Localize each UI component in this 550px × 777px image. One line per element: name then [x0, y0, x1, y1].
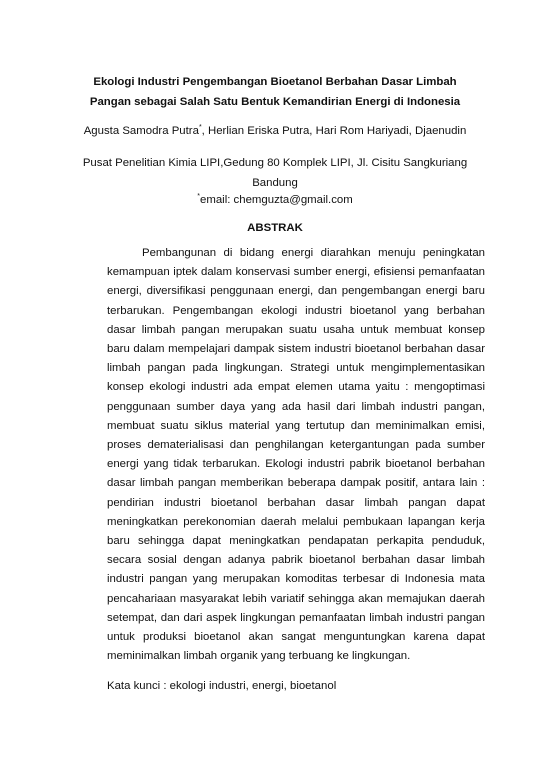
email-mark: * — [197, 193, 200, 201]
affiliation-line-1: Pusat Penelitian Kimia LIPI,Gedung 80 Komplek LIPI, Jl. Cisitu Sangkuriang — [82, 157, 468, 169]
author-list — [40, 121, 510, 141]
abstract-body: Pembangunan di bidang energi diarahkan menuju peningkatan kemampuan iptek dalam konservasi sumber energi, efisiensi pemanfaatan energi, diversifikasi penggunaan energi, dan pengembangan energi baru terbarukan. Pengembangan ekologi industri bioetanol yang berbahan dasar limbah pangan merupakan suatu usaha untuk membuat konsep baru dalam mempelajari dampak sistem industri bioetanol berbahan dasar limbah pangan pada lingkungan. Strategi untuk mengimplementasikan konsep ekologi industri ada empat elemen utama yaitu : mengoptimasi penggunaan sumber daya yang ada hasil dari limbah industri pangan, membuat suatu siklus material yang tertutup dan meminimalkan emisi, proses dematerialisasi dan penghilangan ketergantungan pada sumber energi yang tidak terbarukan. Ekologi industri pabrik bioetanol berbahan dasar limbah pangan memberikan beberapa dampak positif, antara lain : pendirian industri bioetanol berbahan dasar limbah pangan dapat meningkatkan perekonomian daerah melalui pembukaan lapangan kerja baru sehingga dapat meningkatkan pendapatan perkapita penduduk, secara sosial dengan adanya pabrik bioetanol berbahan dasar limbah industri pangan yang merupakan komoditas terbesar di Indonesia mata pencahariaan masyarakat lebih variatif sehingga akan memajukan daerah setempat, dan dari aspek lingkungan pemanfaatan limbah industri pangan untuk produksi bioetanol akan sangat menguntungkan karena dapat meminimalkan limbah organik yang terbuang ke lingkungan. — [107, 247, 485, 663]
affiliation — [40, 153, 510, 193]
affiliation-line-2: Bandung — [252, 177, 298, 189]
corresponding-author-mark: * — [198, 124, 202, 132]
first-author: Agusta Samodra Putra — [83, 125, 199, 137]
contact-email — [40, 190, 510, 210]
abstract-heading: ABSTRAK — [247, 222, 303, 234]
title-line-2: Pangan sebagai Salah Satu Bentuk Kemandirian Energi di Indonesia — [89, 96, 461, 108]
paper-title — [40, 72, 510, 112]
title-line-1: Ekologi Industri Pengembangan Bioetanol Berbahan Dasar Limbah — [93, 76, 457, 88]
email-text: email: chemguzta@gmail.com — [200, 194, 353, 206]
other-authors: , Herlian Eriska Putra, Hari Rom Hariyadi, Djaenudin — [201, 125, 467, 137]
keywords: Kata kunci : ekologi industri, energi, bioetanol — [107, 680, 337, 692]
